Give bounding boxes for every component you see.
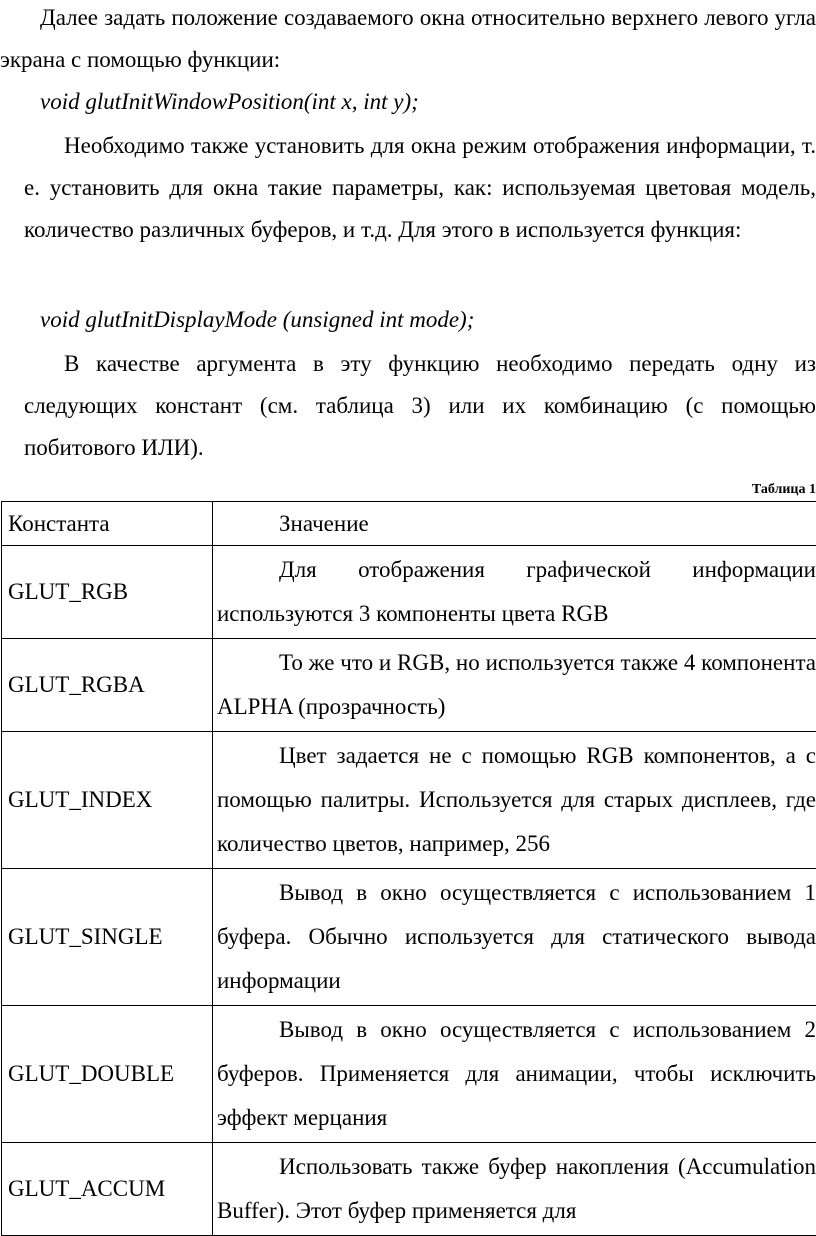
paragraph-window-position: Далее задать положение создаваемого окна относительно верхнего левого угла экрана с помощью функции:: [0, 0, 816, 81]
constant-description: [213, 1006, 816, 1143]
code-glut-init-display-mode: void glutInitDisplayMode (unsigned int mode);: [40, 299, 474, 341]
header-value: [213, 502, 816, 546]
constant-name: GLUT_ACCUM: [2, 1143, 213, 1236]
code-glut-init-window-position: void glutInitWindowPosition(int x, int y);: [40, 81, 419, 123]
constant-description: [213, 869, 816, 1006]
constant-name: GLUT_RGB: [2, 546, 213, 639]
constant-description-text: Для отображения графической информации используются 3 компоненты цвета RGB: [217, 546, 816, 638]
table-row: [2, 869, 816, 1006]
constant-name: GLUT_INDEX: [2, 732, 213, 869]
paragraph-argument-constants: В качестве аргумента в эту функцию необходимо передать одну из следующих констант (см. таблица 3) или их комбинацию (с помощью побитового ИЛИ).: [24, 343, 816, 469]
constant-description-text: Вывод в окно осуществляется с использованием 2 буферов. Применяется для анимации, чтобы исключить эффект мерцания: [217, 1006, 816, 1142]
header-value-label: Значение: [217, 508, 816, 540]
table-caption: Таблица 1: [752, 480, 816, 500]
paragraph-display-mode: Необходимо также установить для окна режим отображения информации, т. е. установить для окна такие параметры, как: используемая цветовая модель, количество различных буферов, и т.д. Для этого в используется функция:: [24, 125, 816, 251]
constant-name: GLUT_SINGLE: [2, 869, 213, 1006]
constant-description-text: То же что и RGB, но используется также 4 компонента ALPHA (прозрачность): [217, 639, 816, 731]
table-header-row: [2, 502, 816, 546]
table-row: [2, 732, 816, 869]
constant-name: GLUT_RGBA: [2, 639, 213, 732]
constant-description-text: Вывод в окно осуществляется с использованием 1 буфера. Обычно используется для статического вывода информации: [217, 869, 816, 1005]
constant-description: [213, 639, 816, 732]
constant-description: [213, 1143, 816, 1236]
constant-description-text: Использовать также буфер накопления (Accumulation Buffer). Этот буфер применяется для: [217, 1143, 816, 1235]
table-row: [2, 546, 816, 639]
header-constant: Константа: [2, 502, 213, 546]
table-row: [2, 1143, 816, 1236]
constant-description: [213, 546, 816, 639]
constant-description-text: Цвет задается не с помощью RGB компонентов, а с помощью палитры. Используется для старых дисплеев, где количество цветов, например, 256: [217, 732, 816, 868]
constants-table: [1, 501, 816, 1236]
constant-description: [213, 732, 816, 869]
table-row: [2, 639, 816, 732]
constant-name: GLUT_DOUBLE: [2, 1006, 213, 1143]
table-row: [2, 1006, 816, 1143]
